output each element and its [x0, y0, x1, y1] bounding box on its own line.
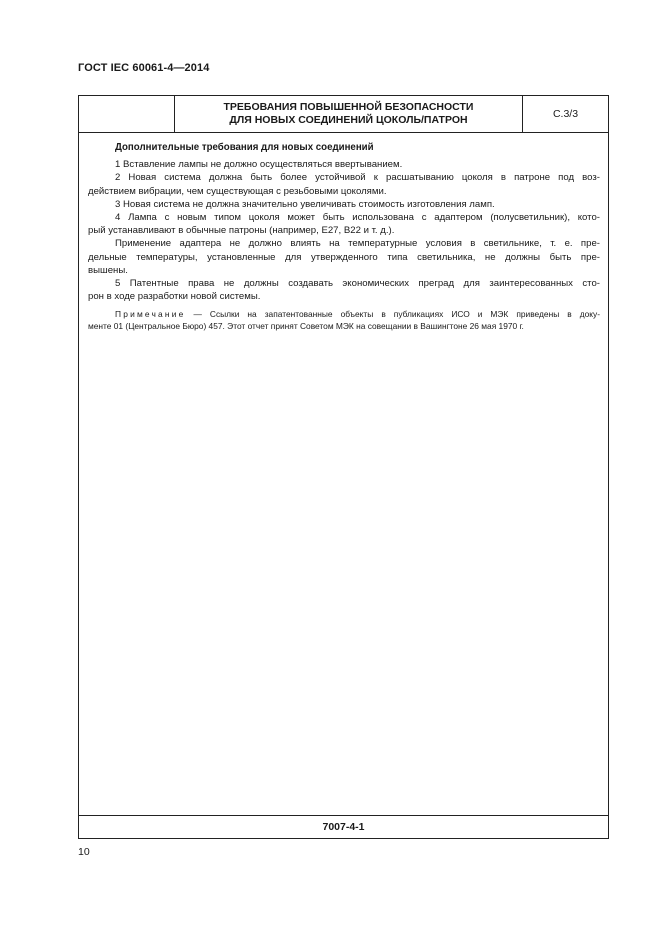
- footer-divider: [79, 815, 608, 816]
- sheet-frame: [78, 95, 609, 839]
- requirement-2-line1: 2 Новая система должна быть более устойчивой к расшатыванию цоколя в патроне под воз-: [115, 172, 600, 184]
- header-title-cell: [175, 96, 523, 132]
- note: [88, 308, 600, 320]
- adapter-line3: вышены.: [88, 264, 128, 276]
- requirement-2: [88, 171, 600, 184]
- adapter-paragraph: [88, 237, 600, 250]
- requirement-2-cont: действием вибрации, чем существующая с резьбовыми цоколями.: [88, 185, 387, 197]
- requirement-5-line1: 5 Патентные права не должны создавать экономических преград для заинтересованных сто-: [115, 278, 600, 290]
- note-line1: [88, 308, 600, 320]
- sheet-content: [88, 141, 600, 332]
- footer-code: 7007-4-1: [322, 821, 365, 833]
- note-text-2: менте 01 (Центральное Бюро) 457. Этот отчет принят Советом МЭК на совещании в Вашингтоне 26 мая 1970 г.: [88, 321, 524, 332]
- requirement-4: [88, 211, 600, 224]
- section-heading: Дополнительные требования для новых соединений: [115, 142, 374, 153]
- requirement-1: 1 Вставление лампы не должно осуществляться ввертыванием.: [115, 159, 403, 171]
- header-empty-cell: [79, 96, 175, 132]
- header-sheet-number: С.3/3: [552, 108, 579, 120]
- requirement-4-line1: 4 Лампа с новым типом цоколя может быть использована с адаптером (полусветильник), кото-: [115, 212, 600, 224]
- page-number: 10: [78, 846, 90, 858]
- document-standard-id: ГОСТ IEC 60061-4—2014: [78, 62, 210, 74]
- adapter-line2: дельные температуры, установленные для утвержденного типа светильника, не должны быть пре-: [88, 251, 600, 263]
- header-title-line1: ТРЕБОВАНИЯ ПОВЫШЕННОЙ БЕЗОПАСНОСТИ: [223, 101, 474, 113]
- requirement-5: [88, 277, 600, 290]
- adapter-paragraph-cont: [88, 251, 600, 264]
- sheet-header: [79, 96, 608, 133]
- requirement-3: 3 Новая система не должна значительно увеличивать стоимость изготовления ламп.: [115, 198, 495, 210]
- adapter-line1: Применение адаптера не должно влиять на температурные условия в светильнике, т. е. пре-: [115, 238, 600, 250]
- requirement-5-cont: рон в ходе разработки новой системы.: [88, 291, 261, 303]
- header-title-line2: ДЛЯ НОВЫХ СОЕДИНЕНИЙ ЦОКОЛЬ/ПАТРОН: [229, 114, 468, 126]
- requirement-4-cont: рый устанавливают в обычные патроны (например, Е27, В22 и т. д.).: [88, 225, 395, 237]
- note-label: Примечание: [115, 309, 186, 320]
- note-text-1: — Ссылки на запатентованные объекты в публикациях ИСО и МЭК приведены в доку-: [185, 309, 600, 320]
